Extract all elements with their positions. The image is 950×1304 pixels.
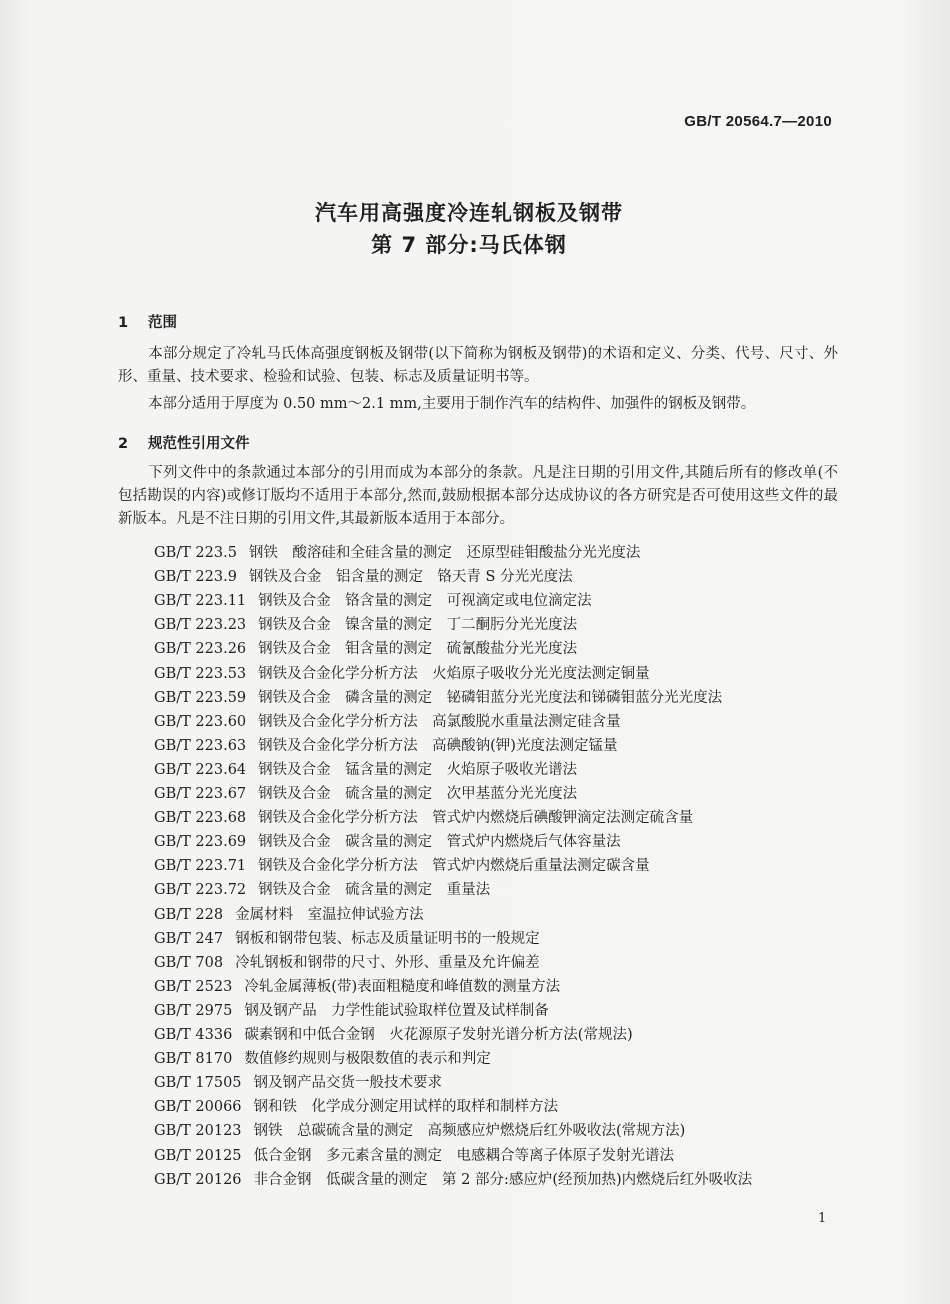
reference-item [154, 758, 577, 779]
page-number: 1 [818, 1211, 827, 1226]
reference-title: 钢铁及合金 硫含量的测定 次甲基蓝分光光度法 [258, 786, 578, 802]
reference-item [154, 613, 577, 634]
reference-title: 钢铁及合金 碳含量的测定 管式炉内燃烧后气体容量法 [258, 834, 621, 851]
reference-item [154, 854, 650, 875]
reference-item [154, 541, 640, 562]
reference-title: 钢铁及合金 磷含量的测定 铋磷钼蓝分光光度法和锑磷钼蓝分光光度法 [258, 689, 723, 706]
section-2-heading [118, 432, 250, 453]
references-intro-text: 下列文件中的条款通过本部分的引用而成为本部分的条款。凡是注日期的引用文件,其随后所有的修改单(不包括勘误的内容)或修订版均不适用于本部分,然而,鼓励根据本部分达成协议的各方研究是否可使用这些文件的最新版本。凡是不注日期的引用文件,其最新版本适用于本部分。 [118, 465, 838, 527]
document-title: 汽车用高强度冷连轧钢板及钢带 [315, 201, 623, 225]
reference-title: 钢铁及合金 硫含量的测定 重量法 [258, 882, 491, 899]
reference-item [154, 1071, 442, 1092]
reference-title: 冷轧金属薄板(带)表面粗糙度和峰值数的测量方法 [244, 978, 561, 995]
reference-title: 钢及钢产品交货一般技术要求 [253, 1075, 443, 1092]
scope-paragraph-1-text: 本部分规定了冷轧马氏体高强度钢板及钢带(以下简称为钢板及钢带)的术语和定义、分类、代号、尺寸、外形、重量、技术要求、检验和试验、包装、标志及质量证明书等。 [118, 346, 838, 385]
reference-title: 钢板和钢带包装、标志及质量证明书的一般规定 [235, 930, 540, 947]
reference-item [154, 999, 549, 1020]
reference-title: 钢及钢产品 力学性能试验取样位置及试样制备 [244, 1002, 549, 1019]
reference-code: GB/T 247 [154, 930, 224, 947]
reference-code: GB/T 223.64 [154, 761, 247, 778]
reference-title: 碳素钢和中低合金钢 火花源原子发射光谱分析方法(常规法) [244, 1027, 633, 1043]
section-1-title: 范围 [148, 315, 177, 331]
reference-title: 钢铁及合金 钼含量的测定 硫氰酸盐分光光度法 [258, 641, 578, 658]
reference-item [154, 589, 592, 610]
reference-item [154, 1119, 685, 1140]
reference-title: 钢铁及合金化学分析方法 火焰原子吸收分光光度法测定铜量 [258, 665, 650, 682]
reference-item [154, 1144, 674, 1165]
reference-code: GB/T 223.68 [154, 810, 247, 827]
reference-item [154, 951, 540, 972]
reference-title: 数值修约规则与极限数值的表示和判定 [244, 1051, 491, 1068]
reference-code: GB/T 223.72 [154, 882, 247, 899]
reference-item [154, 565, 573, 586]
reference-item [154, 806, 693, 827]
reference-code: GB/T 223.23 [154, 617, 247, 634]
reference-item [154, 782, 577, 803]
reference-title: 钢铁及合金化学分析方法 高碘酸钠(钾)光度法测定锰量 [258, 737, 618, 754]
scope-paragraph-2-text: 本部分适用于厚度为 0.50 mm～2.1 mm,主要用于制作汽车的结构件、加强件的钢板及钢带。 [148, 396, 756, 412]
reference-item [154, 903, 424, 924]
reference-title: 钢铁 酸溶硅和全硅含量的测定 还原型硅钼酸盐分光光度法 [248, 545, 641, 561]
reference-code: GB/T 223.26 [154, 641, 247, 658]
reference-title: 钢铁及合金 镍含量的测定 丁二酮肟分光光度法 [258, 617, 578, 634]
reference-code: GB/T 223.67 [154, 786, 247, 802]
reference-title: 冷轧钢板和钢带的尺寸、外形、重量及允许偏差 [235, 954, 540, 971]
reference-title: 钢铁及合金 锰含量的测定 火焰原子吸收光谱法 [258, 761, 578, 778]
document-subtitle: 第 7 部分:马氏体钢 [371, 233, 567, 257]
reference-title: 非合金钢 低碳含量的测定 第 2 部分:感应炉(经预加热)内燃烧后红外吸收法 [253, 1171, 753, 1188]
reference-code: GB/T 20123 [154, 1123, 242, 1140]
reference-title: 金属材料 室温拉伸试验方法 [235, 906, 424, 923]
reference-code: GB/T 223.5 [154, 545, 237, 561]
reference-code: GB/T 708 [154, 954, 224, 971]
reference-item [154, 878, 490, 899]
reference-title: 钢铁及合金化学分析方法 管式炉内燃烧后碘酸钾滴定法测定硫含量 [258, 810, 694, 827]
reference-title: 低合金钢 多元素含量的测定 电感耦合等离子体原子发射光谱法 [253, 1147, 675, 1164]
reference-code: GB/T 2975 [154, 1002, 233, 1019]
reference-code: GB/T 4336 [154, 1027, 233, 1043]
reference-code: GB/T 223.63 [154, 737, 247, 754]
reference-code: GB/T 17505 [154, 1075, 242, 1092]
reference-title: 钢铁及合金化学分析方法 管式炉内燃烧后重量法测定碳含量 [258, 858, 650, 875]
reference-code: GB/T 223.60 [154, 713, 247, 730]
reference-code: GB/T 2523 [154, 978, 233, 995]
reference-code: GB/T 223.11 [154, 593, 247, 610]
reference-code: GB/T 223.71 [154, 858, 247, 875]
reference-item [154, 830, 621, 851]
section-1-number: 1 [118, 315, 129, 331]
reference-title: 钢铁及合金 铬含量的测定 可视滴定或电位滴定法 [258, 593, 592, 610]
reference-code: GB/T 223.53 [154, 665, 247, 682]
reference-title: 钢铁及合金化学分析方法 高氯酸脱水重量法测定硅含量 [258, 713, 621, 730]
reference-item [154, 1023, 633, 1044]
reference-code: GB/T 223.59 [154, 689, 247, 706]
section-1-heading [118, 311, 177, 332]
scope-paragraph-2 [118, 393, 838, 416]
reference-item [154, 710, 621, 731]
reference-item [154, 734, 617, 755]
reference-code: GB/T 20066 [154, 1099, 242, 1116]
reference-code: GB/T 20126 [154, 1171, 242, 1188]
reference-title: 钢铁 总碳硫含量的测定 高频感应炉燃烧后红外吸收法(常规方法) [253, 1123, 686, 1140]
reference-title: 钢铁及合金 铝含量的测定 铬天青 S 分光光度法 [248, 569, 573, 586]
reference-item [154, 975, 560, 996]
reference-code: GB/T 223.69 [154, 834, 247, 851]
reference-code: GB/T 20125 [154, 1147, 242, 1164]
reference-item [154, 1168, 752, 1189]
reference-item [154, 637, 577, 658]
reference-title: 钢和铁 化学成分测定用试样的取样和制样方法 [253, 1099, 559, 1116]
reference-item [154, 686, 722, 707]
standard-code: GB/T 20564.7—2010 [684, 113, 832, 130]
references-intro [118, 462, 838, 531]
reference-item [154, 927, 540, 948]
reference-code: GB/T 228 [154, 906, 224, 923]
reference-item [154, 662, 650, 683]
section-2-title: 规范性引用文件 [148, 436, 250, 452]
reference-item [154, 1095, 558, 1116]
reference-code: GB/T 8170 [154, 1051, 233, 1068]
reference-item [154, 1047, 491, 1068]
scope-paragraph-1 [118, 343, 838, 389]
section-2-number: 2 [118, 436, 129, 452]
reference-code: GB/T 223.9 [154, 569, 237, 586]
